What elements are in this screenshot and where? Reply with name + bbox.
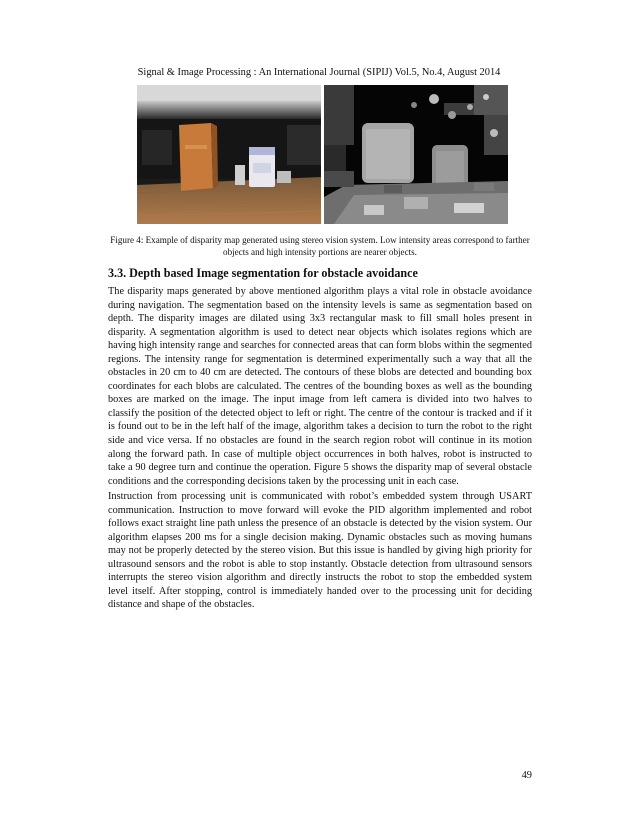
camera-photo-image [137,85,321,224]
disparity-map-image [324,85,508,224]
body-paragraph-2: Instruction from processing unit is communicated with robot’s embedded system through USART communication. Instruction to move forward will evoke the PID algorithm implemented and robot follows exact straight line path unless the presence of an obstacle is detected by the vision system. Our algorithm elapses 200 ms for a single decision making. Dynamic obstacles such as moving humans may not be properly detected by the stereo vision. But this issue is handled by giving high priority for ultrasound sensors and the robot is able to stop instantly. Obstacle detection from ultrasound sensors interrupts the stereo vision algorithm and directly instructs the robot to stop the embedded system level itself. After stopping, control is immediately handed over to the processing unit for deciding distance and shape of the obstacles. [108,491,532,611]
figure-caption: Figure 4: Example of disparity map generated using stereo vision system. Low intensity areas correspond to farther objects and high intensity portions are nearer objects. [110,235,530,257]
body-paragraph-1: The disparity maps generated by above mentioned algorithm plays a vital role in obstacle avoidance during navigation. The segmentation based on the intensity levels is same as segmentation based on depth. The disparity images are dilated using 3x3 rectangular mask to fill small holes present in disparity. A segmentation algorithm is used to detect near objects which isolates regions which are having high intensity range and searches for connected areas that can form blobs within the segmented regions. The intensity range for segmentation is determined experimentally such a way that all the obstacles in 20 cm to 40 cm are detected. The contours of these blobs are detected and bounding box coordinates for each blobs are calculated. The centres of the bounding boxes as well as the bounding boxes are marked on the image. The input image from left camera is divided into two halves to classify the position of the detected object to left or right. The centre of the contour is tracked and if it is found out to be in the left half of the image, algorithm takes a decision to turn the robot to the right side and vice versa. If no obstacles are found in the search region robot will continue in its motion along the forward path. In case of multiple object occurrences in both halves, robot is instructed to take a 90 degree turn and continue the operation. Figure 5 shows the disparity map of several obstacle conditions and the corresponding decisions taken by the processing unit in each case. [108,286,532,487]
running-header: Signal & Image Processing : An International Journal (SIPIJ) Vol.5, No.4, August 2014 [137,67,501,78]
figure-4 [137,85,508,224]
section-heading: 3.3. Depth based Image segmentation for obstacle avoidance [108,266,418,280]
page-number: 49 [521,770,532,781]
